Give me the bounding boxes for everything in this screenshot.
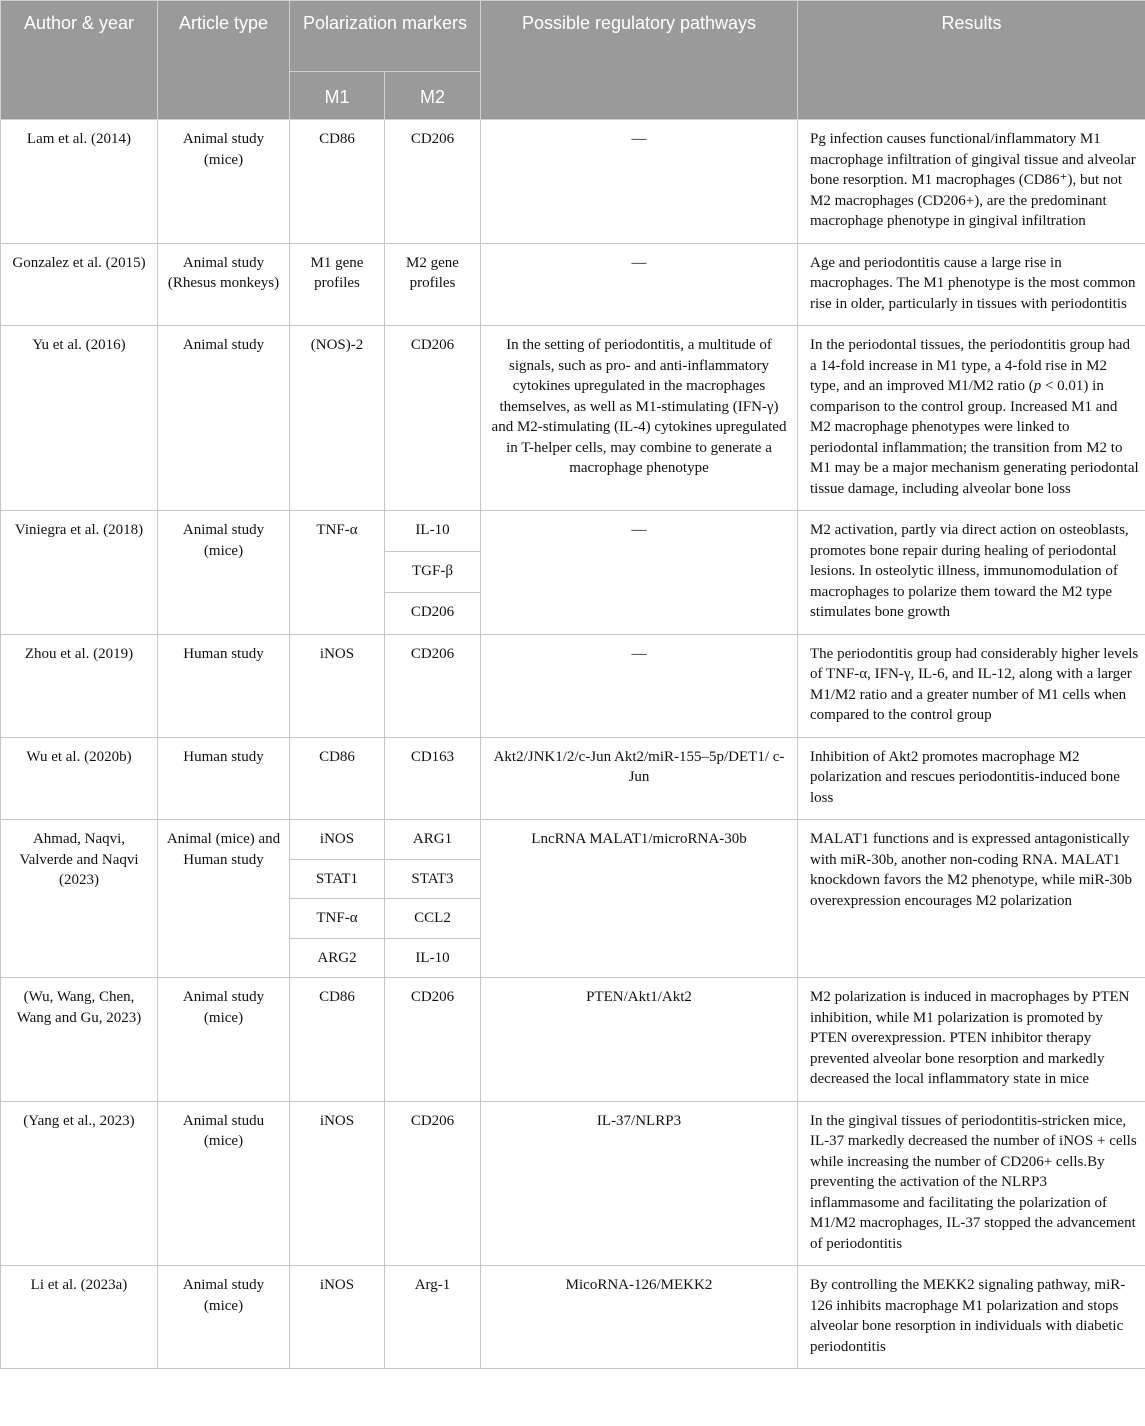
cell-author: Yu et al. (2016) [1,326,158,511]
cell-pathway: PTEN/Akt1/Akt2 [481,978,798,1102]
cell-pathway: — [481,634,798,737]
cell-author: Lam et al. (2014) [1,120,158,244]
table-row [1,243,1145,326]
cell-pathway: — [481,511,798,635]
table-row [1,737,1145,820]
cell-pathway: — [481,120,798,244]
cell-m1-marker: STAT1 [290,859,385,899]
cell-m2-marker: CD206 [385,593,481,634]
table-row [1,120,1145,244]
cell-m2-marker: STAT3 [385,859,481,899]
cell-pathway: — [481,243,798,326]
table-row [1,978,1145,1102]
cell-result: By controlling the MEKK2 signaling pathway, miR-126 inhibits macrophage M1 polarization and stops alveolar bone resorption in individuals with diabetic periodontitis [798,1266,1145,1369]
header-regulatory-pathways: Possible regulatory pathways [481,1,798,120]
cell-article-type: Human study [158,634,290,737]
result-text-b: < 0.01) in comparison to the control group. Increased M1 and M2 macrophage phenotypes were linked to periodontal inflammation; the transition from M2 to M1 may be a major mechanism generating periodontal tissue damage, including alveolar bone loss [810,378,1139,497]
header-m2: M2 [385,72,481,120]
cell-m1-marker: CD86 [290,978,385,1102]
cell-article-type: Animal study (mice) [158,120,290,244]
cell-result [798,326,1145,511]
cell-m2-marker: IL-10 [385,938,481,978]
cell-m1-marker: M1 gene profiles [290,243,385,326]
cell-author: Ahmad, Naqvi, Valverde and Naqvi (2023) [1,820,158,978]
cell-m1-marker: iNOS [290,1101,385,1266]
header-author-year: Author & year [1,1,158,120]
cell-m2-marker: CD206 [385,326,481,511]
cell-result: Pg infection causes functional/inflammatory M1 macrophage infiltration of gingival tissue and alveolar bone resorption. M1 macrophages (CD86⁺), but not M2 macrophages (CD206+), are the predominant macrophage phenotype in gingival infiltration [798,120,1145,244]
result-text-a: In the periodontal tissues, the periodontitis group had a 14-fold increase in M1 type, a 4-fold rise in M2 type, and an improved M1/M2 ratio ( [810,337,1130,394]
cell-pathway: MicoRNA-126/MEKK2 [481,1266,798,1369]
header-results: Results [798,1,1145,120]
cell-result: Age and periodontitis cause a large rise in macrophages. The M1 phenotype is the most common rise in older, particularly in tissues with periodontitis [798,243,1145,326]
cell-m2-marker: Arg-1 [385,1266,481,1369]
cell-m2-marker: CD206 [385,1101,481,1266]
table-body [1,120,1145,1369]
table-row [1,1266,1145,1369]
cell-pathway: LncRNA MALAT1/microRNA-30b [481,820,798,978]
cell-m2-marker: CD163 [385,737,481,820]
cell-pathway: IL-37/NLRP3 [481,1101,798,1266]
table-row [1,1101,1145,1266]
cell-article-type: Animal study (mice) [158,978,290,1102]
cell-m2-marker: CD206 [385,978,481,1102]
cell-m1-marker: CD86 [290,120,385,244]
cell-m2-marker: CCL2 [385,899,481,939]
cell-result: MALAT1 functions and is expressed antagonistically with miR-30b, another non-coding RNA. MALAT1 knockdown favors the M2 phenotype, while miR-30b overexpression encourages M2 polarization [798,820,1145,978]
table-row [1,820,1145,860]
table-row [1,511,1145,552]
cell-m2-marker: TGF-β [385,552,481,593]
cell-m2-marker: IL-10 [385,511,481,552]
table-row [1,326,1145,511]
cell-author: (Yang et al., 2023) [1,1101,158,1266]
header-polarization-markers: Polarization markers [290,1,481,72]
table-header [1,1,1145,120]
cell-article-type: Animal study [158,326,290,511]
cell-m1-marker: iNOS [290,1266,385,1369]
cell-author: Gonzalez et al. (2015) [1,243,158,326]
table-row [1,634,1145,737]
cell-pathway: Akt2/JNK1/2/c-Jun Akt2/miR-155–5p/DET1/ c-Jun [481,737,798,820]
header-m1: M1 [290,72,385,120]
cell-result: Inhibition of Akt2 promotes macrophage M2 polarization and rescues periodontitis-induced bone loss [798,737,1145,820]
cell-m1-marker: iNOS [290,634,385,737]
p-value-symbol: p [1033,378,1042,394]
cell-author: Wu et al. (2020b) [1,737,158,820]
cell-m2-marker: ARG1 [385,820,481,860]
cell-article-type: Animal studu (mice) [158,1101,290,1266]
cell-m1-marker: TNF-α [290,899,385,939]
cell-article-type: Animal study (Rhesus monkeys) [158,243,290,326]
cell-result: In the gingival tissues of periodontitis-stricken mice, IL-37 markedly decreased the number of iNOS + cells while increasing the number of CD206+ cells.By preventing the activation of the NLRP3 inflammasome and facilitating the polarization of M1/M2 macrophages, IL-37 stopped the advancement of periodontitis [798,1101,1145,1266]
cell-result: M2 polarization is induced in macrophages by PTEN inhibition, while M1 polarization is promoted by PTEN overexpression. PTEN inhibitor therapy prevented alveolar bone resorption and markedly decreased the local inflammatory state in mice [798,978,1145,1102]
cell-result: The periodontitis group had considerably higher levels of TNF-α, IFN-γ, IL-6, and IL-12, along with a larger M1/M2 ratio and a greater number of M1 cells when compared to the control group [798,634,1145,737]
cell-author: (Wu, Wang, Chen, Wang and Gu, 2023) [1,978,158,1102]
cell-m2-marker: M2 gene profiles [385,243,481,326]
cell-author: Li et al. (2023a) [1,1266,158,1369]
cell-article-type: Human study [158,737,290,820]
cell-article-type: Animal (mice) and Human study [158,820,290,978]
cell-m2-marker: CD206 [385,120,481,244]
cell-article-type: Animal study (mice) [158,1266,290,1369]
cell-author: Zhou et al. (2019) [1,634,158,737]
cell-m1-marker: ARG2 [290,938,385,978]
cell-m1-marker: iNOS [290,820,385,860]
cell-author: Viniegra et al. (2018) [1,511,158,635]
cell-m1-marker: (NOS)-2 [290,326,385,511]
cell-m1-marker: TNF-α [290,511,385,635]
cell-result: M2 activation, partly via direct action on osteoblasts, promotes bone repair during healing of periodontal lesions. In osteolytic illness, immunomodulation of macrophages to polarize them toward the M2 type stimulates bone growth [798,511,1145,635]
cell-m1-marker: CD86 [290,737,385,820]
cell-article-type: Animal study (mice) [158,511,290,635]
header-article-type: Article type [158,1,290,120]
cell-m2-marker: CD206 [385,634,481,737]
cell-pathway: In the setting of periodontitis, a multitude of signals, such as pro- and anti-inflammatory cytokines upregulated in the macrophages themselves, as well as M1-stimulating (IFN-γ) and M2-stimulating (IL-4) cytokines upregulated in T-helper cells, may combine to generate a macrophage phenotype [481,326,798,511]
